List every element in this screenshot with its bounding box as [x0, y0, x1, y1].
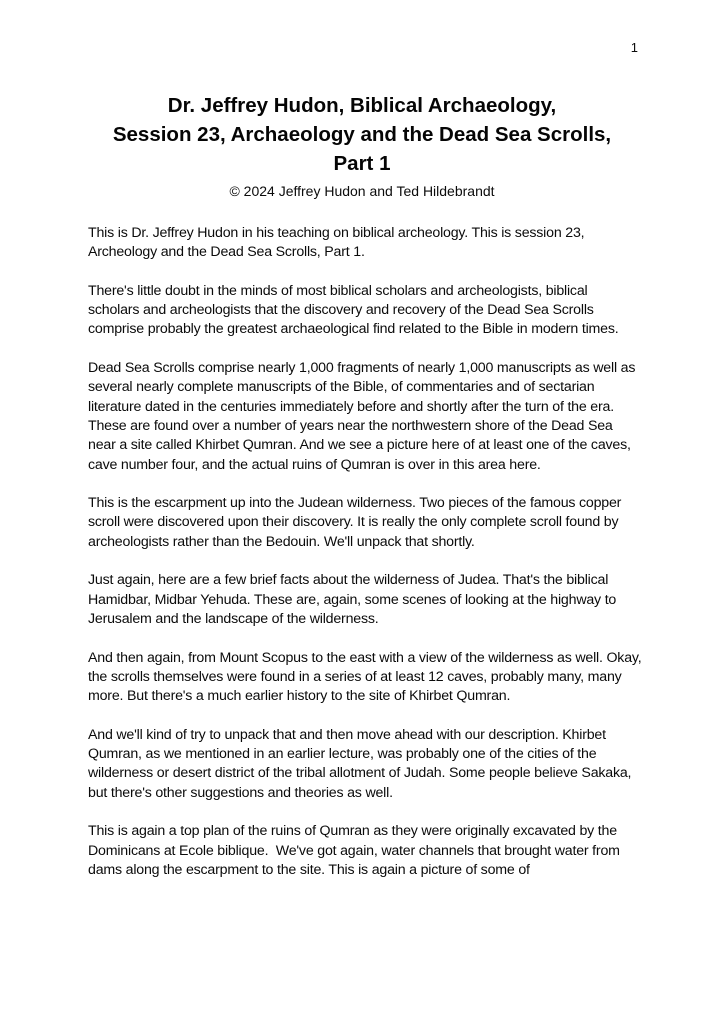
paragraph: This is again a top plan of the ruins of Qumran as they were originally excavated by the Dominicans at Ecole biblique. We've got again, water channels that brought water from dams along the escarpment to the site. This is again a picture of some of [88, 823, 624, 878]
copyright-line: © 2024 Jeffrey Hudon and Ted Hildebrandt [229, 183, 495, 199]
page-title-line-1: Dr. Jeffrey Hudon, Biblical Archaeology, [167, 94, 557, 117]
paragraph: This is Dr. Jeffrey Hudon in his teaching on biblical archeology. This is session 23, Archeology and the Dead Sea Scrolls, Part 1. [88, 225, 588, 261]
paragraph: There's little doubt in the minds of most biblical scholars and archeologists, biblical scholars and archeologists that the discovery and recovery of the Dead Sea Scrolls comprise probably the greatest archaeological find related to the Bible in modern times. [88, 282, 619, 338]
paragraph: And then again, from Mount Scopus to the east with a view of the wilderness as well. Okay, the scrolls themselves were found in a series of at least 12 caves, probably many, many more. But there's a much earlier history to the site of Khirbet Qumran. [88, 649, 646, 705]
page-title-line-2: Session 23, Archaeology and the Dead Sea Scrolls, [112, 123, 612, 146]
document-body [88, 224, 646, 880]
paragraph: Just again, here are a few brief facts about the wilderness of Judea. That's the biblical Hamidbar, Midbar Yehuda. These are, again, some scenes of looking at the highway to Jerusalem and the landscape of the wilderness. [88, 572, 620, 627]
page-number: 1 [630, 40, 638, 55]
paragraph: Dead Sea Scrolls comprise nearly 1,000 fragments of nearly 1,000 manuscripts as well as several nearly complete manuscripts of the Bible, of commentaries and of sectarian literature dated in the centuries immediately before and shortly after the turn of the era. These are found over a number of years near the northwestern shore of the Dead Sea near a site called Khirbet Qumran. And we see a picture here of at least one of the caves, cave number four, and the actual ruins of Qumran is over in this area here. [88, 360, 639, 473]
paragraph: And we'll kind of try to unpack that and then move ahead with our description. Khirbet Qumran, as we mentioned in an earlier lecture, was probably one of the cities of the wilderness or desert district of the tribal allotment of Judah. Some people believe Sakaka, but there's other suggestions and theories as well. [88, 726, 636, 801]
page-title-line-3: Part 1 [333, 152, 391, 175]
page-title [40, 91, 684, 178]
document-header [0, 91, 724, 200]
paragraph: This is the escarpment up into the Judean wilderness. Two pieces of the famous copper scroll were discovered upon their discovery. It is really the only complete scroll found by archeologists rather than the Bedouin. We'll unpack that shortly. [88, 495, 625, 550]
